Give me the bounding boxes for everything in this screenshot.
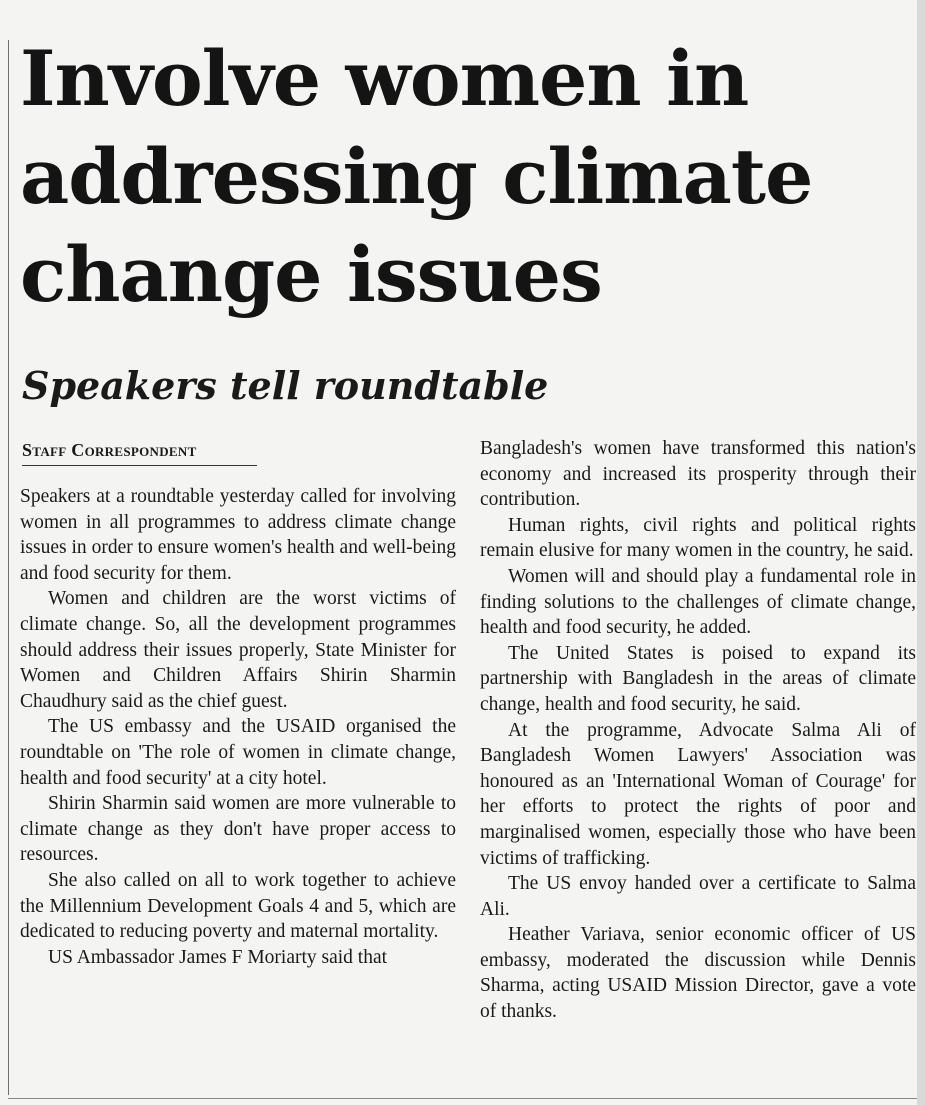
paragraph: The US envoy handed over a certificate to Salma Ali. bbox=[480, 873, 916, 920]
column-rule-left bbox=[8, 40, 9, 1095]
paragraph: The US embassy and the USAID organised the roundtable on 'The role of women in climate change, health and food security' at a city hotel. bbox=[20, 716, 456, 789]
paragraph: She also called on all to work together to achieve the Millennium Development Goals 4 and 5, which are dedicated to reducing poverty and maternal mortality. bbox=[20, 869, 456, 943]
paragraph: Women will and should play a fundamental role in finding solutions to the challenges of climate change, health and food security, he added. bbox=[480, 565, 916, 639]
article-column-right bbox=[480, 436, 916, 1025]
paragraph: Shirin Sharmin said women are more vulnerable to climate change as they don't have proper access to resources. bbox=[20, 793, 456, 866]
paragraph: The United States is poised to expand its partnership with Bangladesh in the areas of climate change, health and food security, he said. bbox=[480, 642, 916, 715]
paragraph: US Ambassador James F Moriarty said that bbox=[48, 946, 388, 968]
bottom-rule bbox=[8, 1098, 917, 1099]
paragraph: Women and children are the worst victims of climate change. So, all the development programmes should address their issues properly, State Minister for Women and Children Affairs Shirin Sharmin Chaudhury said as the chief guest. bbox=[20, 588, 456, 712]
byline: Staff Correspondent bbox=[22, 440, 257, 466]
subheadline: Speakers tell roundtable bbox=[22, 363, 549, 408]
scan-edge-shadow bbox=[917, 0, 925, 1105]
paragraph: Speakers at a roundtable yesterday called for involving women in all programmes to address climate change issues in order to ensure women's health and well-being and food security for them. bbox=[20, 486, 456, 584]
paragraph: Human rights, civil rights and political rights remain elusive for many women in the country, he said. bbox=[480, 514, 916, 562]
paragraph: Heather Variava, senior economic officer of US embassy, moderated the discussion while Dennis Sharma, acting USAID Mission Director, gave a vote of thanks. bbox=[480, 924, 916, 1023]
paragraph: Bangladesh's women have transformed this nation's economy and increased its prosperity through their contribution. bbox=[480, 438, 916, 511]
paragraph: At the programme, Advocate Salma Ali of Bangladesh Women Lawyers' Association was honoured as an 'International Woman of Courage' for her efforts to protect the rights of poor and marginalised women, especially those who have been victims of trafficking. bbox=[480, 719, 916, 869]
headline: Involve women in addressing climate change issues bbox=[20, 34, 813, 319]
article-column-left bbox=[20, 484, 456, 970]
